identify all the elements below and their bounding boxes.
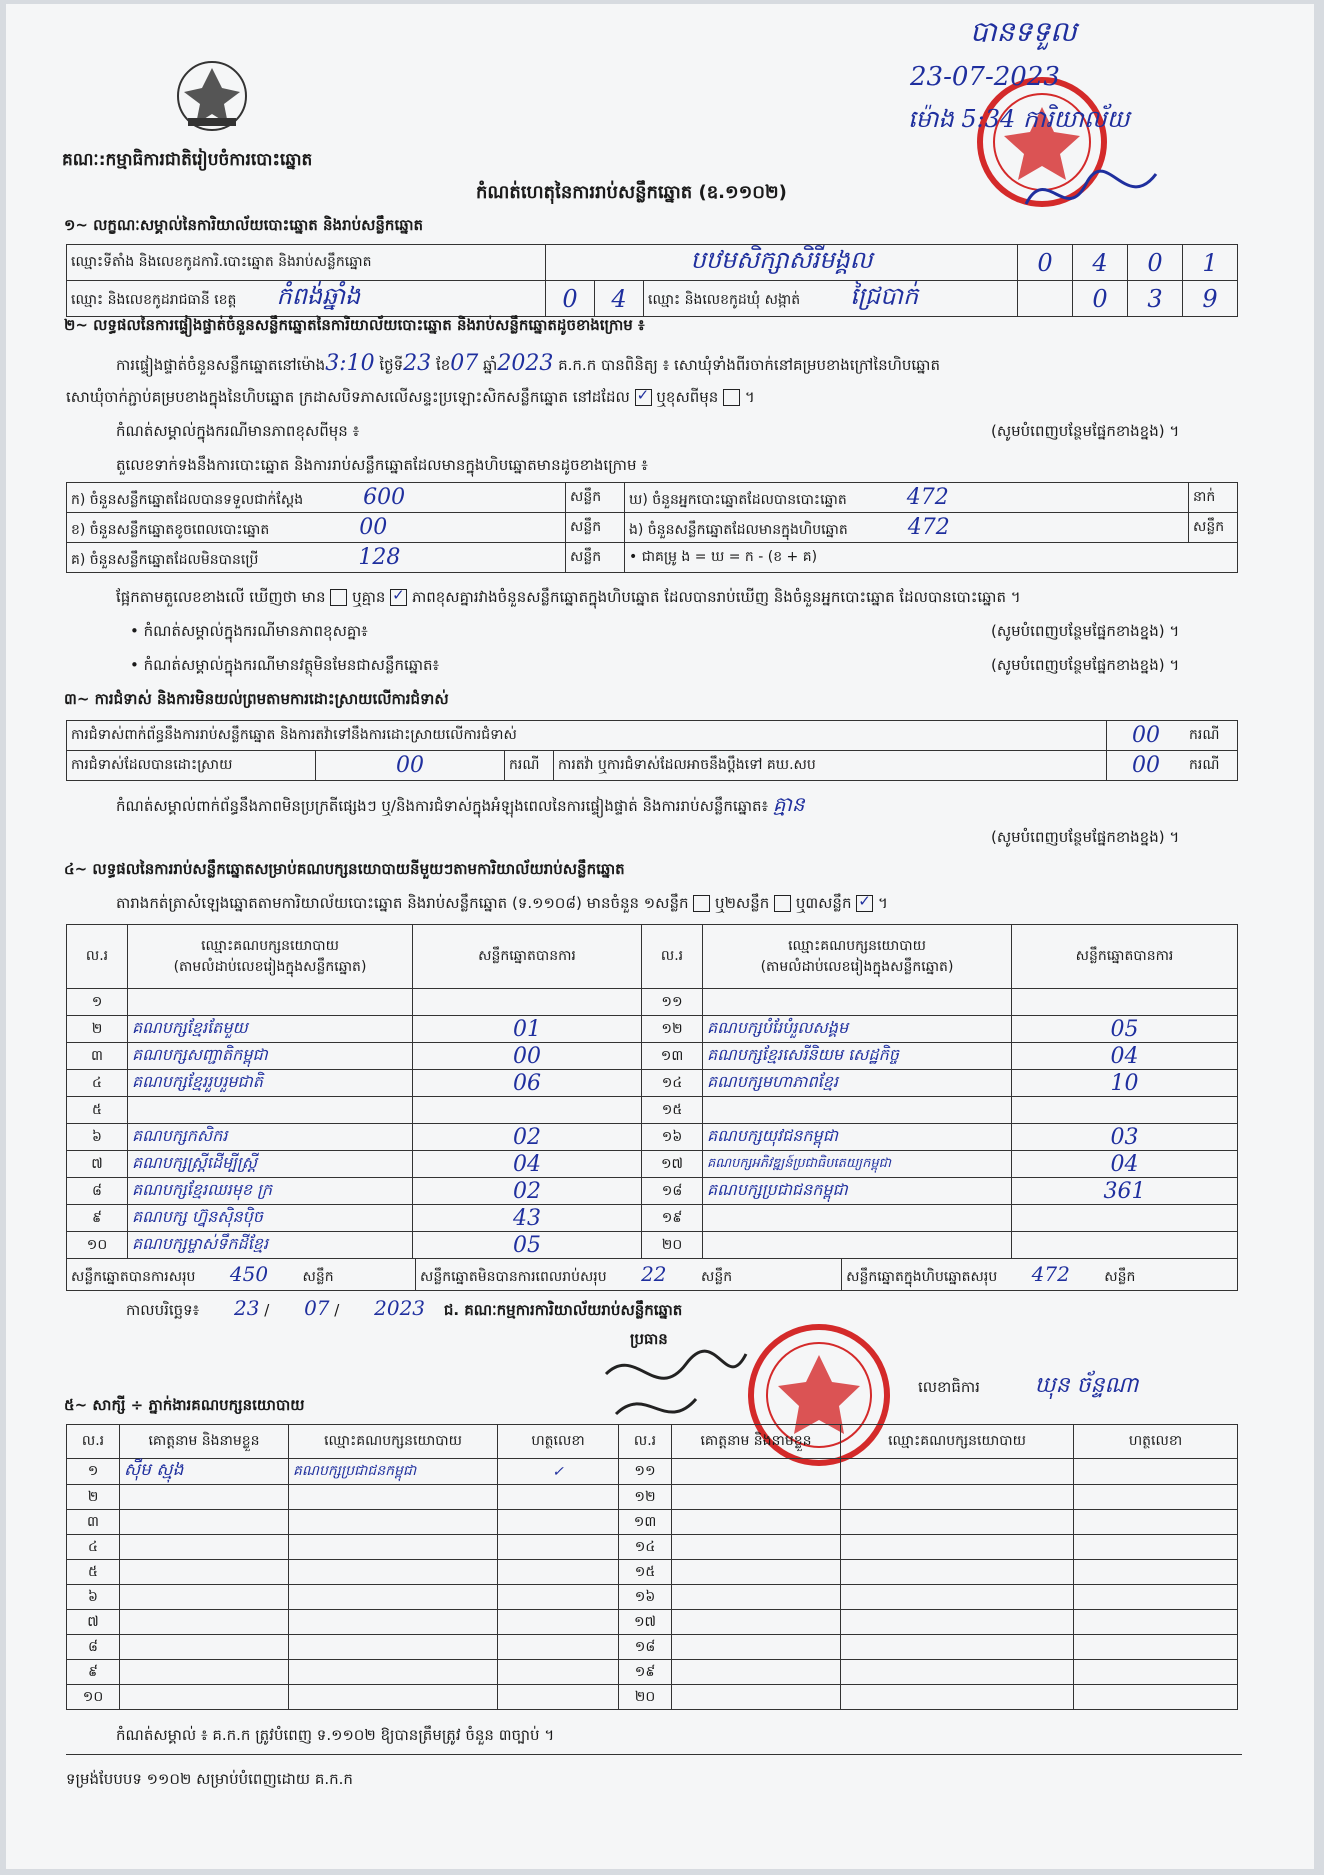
objections-table <box>66 720 1238 781</box>
difference-text: ភាពខុសគ្នារវាងចំនួនសន្លឹកឆ្នោតក្នុងហិបឆ្នោត ដែលបានរាប់ឃើញ និងចំនួនអ្នកបោះឆ្នោត ដែលបានបោះឆ្នោត ។ <box>411 588 1021 606</box>
party-votes: 00 <box>413 1043 642 1070</box>
tally-sheet-intro: តារាងកត់ត្រាសំឡេងឆ្នោតតាមការិយាល័យបោះឆ្នោត និងរាប់សន្លឹកឆ្នោត (ទ.១១០៨) មានចំនួន ១សន្លឹក <box>116 894 689 912</box>
irregularity-hint: (សូមបំពេញបន្ថែមផ្នែកខាងខ្នង) ។ <box>991 828 1180 846</box>
secretary-name: ឃុន ច័ន្ទណា <box>1034 1373 1139 1398</box>
sheet-3-label: ឬ៣សន្លឹក <box>795 894 852 912</box>
row-no: ១៤ <box>619 1535 672 1560</box>
station-info-table <box>66 244 1238 317</box>
party-votes <box>1012 1232 1238 1259</box>
row-no: ៥ <box>67 1560 120 1585</box>
party-votes: 03 <box>1012 1124 1238 1151</box>
party-name <box>128 989 413 1016</box>
party-name: គណបក្សខ្មែរតែមួយ <box>128 1016 413 1043</box>
results-col-party-sub-left: (តាមលំដាប់លេខរៀងក្នុងសន្លឹកឆ្នោត) <box>173 958 367 975</box>
footnote: កំណត់សម្គាល់ ៖ គ.ក.ក ត្រូវបំពេញ ទ.១១០២ ឱ្យបានត្រឹមត្រូវ ចំនួន ៣ច្បាប់ ។ <box>116 1726 555 1744</box>
party-votes <box>1012 989 1238 1016</box>
party-votes: 01 <box>413 1016 642 1043</box>
table-row <box>67 1097 1238 1124</box>
row-no: ៧ <box>67 1151 128 1178</box>
same-checkbox[interactable] <box>635 389 652 406</box>
row-no: ១៩ <box>642 1205 703 1232</box>
figure-c-label: គ) ចំនួនសន្លឹកឆ្នោតដែលមិនបានប្រើ <box>71 551 259 568</box>
table-row <box>67 1205 1238 1232</box>
signing-date-label: កាលបរិច្ឆេទ៖ <box>126 1301 200 1319</box>
sheet-3-checkbox[interactable] <box>856 895 873 912</box>
commune-label: ឈ្មោះ និងលេខកូដឃុំ សង្កាត់ <box>648 292 801 308</box>
party-name <box>128 1097 413 1124</box>
table-row <box>67 1635 1238 1660</box>
table-row <box>67 1585 1238 1610</box>
signing-month: 07 <box>304 1296 330 1320</box>
signature-icon <box>1016 154 1166 234</box>
committee-name: គណៈ:កម្មាធិការជាតិរៀបចំការបោះឆ្នោត <box>62 150 313 170</box>
row-no: ១៥ <box>642 1097 703 1124</box>
party-votes: 02 <box>413 1178 642 1205</box>
sheet-1-checkbox[interactable] <box>693 895 710 912</box>
row-no: ២ <box>67 1485 120 1510</box>
row-no: ១៩ <box>619 1660 672 1685</box>
foreign-object-hint: (សូមបំពេញបន្ថែមផ្នែកខាងខ្នង) ។ <box>991 656 1180 674</box>
witness-signature: ✓ <box>498 1459 619 1485</box>
figure-a-value: 600 <box>363 484 406 510</box>
total-valid-value: 450 <box>229 1261 269 1286</box>
row-no: ៨ <box>67 1635 120 1660</box>
figure-d-unit: នាក់ <box>1189 483 1238 513</box>
stamp-received-date: 23-07-2023 <box>910 62 1060 92</box>
table-row <box>67 1610 1238 1635</box>
party-votes <box>1012 1097 1238 1124</box>
total-invalid-value: 22 <box>641 1261 667 1286</box>
seal-text: សោឃុំចាក់ភ្ជាប់គម្របខាងក្នុងនៃហិបឆ្នោត ក្រដាសបិទភាសលើសន្ទះប្រឡោះសិកសន្លឹកឆ្នោត នៅដដែល <box>66 388 630 406</box>
ballot-figures-table <box>66 482 1238 573</box>
difference-has-label: ផ្អែកតាមតួលេខខាងលើ ឃើញថា មាន <box>116 588 326 606</box>
objection-appeal-label: ការតវ៉ា ឬការជំទាស់ដែលអាចនឹងប្តឹងទៅ គឃ.សប <box>554 751 1107 781</box>
objection-resolved-label: ការជំទាស់ដែលបានដោះស្រាយ <box>67 751 316 781</box>
table-row <box>67 1016 1238 1043</box>
row-no: ៨ <box>67 1178 128 1205</box>
witness-col-name-left: គោត្តនាម និងនាមខ្លួន <box>120 1425 289 1459</box>
irregularity-label: កំណត់សម្គាល់ពាក់ព័ន្ធនឹងភាពមិនប្រក្រតីផ្សេងៗ ឬ/និងការជំទាស់ក្នុងអំឡុងពេលនៃការផ្ទៀងផ្ទាត់ និងការរាប់សន្លឹកឆ្នោត៖ <box>116 797 769 815</box>
total-box-label: សន្លឹកឆ្នោតក្នុងហិបឆ្នោតសរុប <box>846 1268 998 1285</box>
row-no: ១៤ <box>642 1070 703 1097</box>
party-name: គណបក្សខ្មែរឈរមុខ ក្រ <box>128 1178 413 1205</box>
figure-e-value: 472 <box>907 514 950 540</box>
secretary-label: លេខាធិការ <box>918 1378 980 1396</box>
section2-heading: ២~ លទ្ធផលនៃការផ្ទៀងផ្ទាត់ចំនួនសន្លឹកឆ្នោតនៃការិយាល័យបោះឆ្នោត និងរាប់សន្លឹកឆ្នោតដូចខាងក្រោម ៖ <box>64 316 645 334</box>
witness-name: ស៊ឹម ស្មុង <box>120 1459 289 1485</box>
party-votes: 04 <box>413 1151 642 1178</box>
row-no: ១២ <box>619 1485 672 1510</box>
witness-col-party-left: ឈ្មោះគណបក្សនយោបាយ <box>289 1425 498 1459</box>
total-valid-label: សន្លឹកឆ្នោតបានការសរុប <box>71 1268 196 1285</box>
verification-month: 07 <box>450 351 479 376</box>
party-name: គណបក្សខ្មែររួបរួមជាតិ <box>128 1070 413 1097</box>
party-votes: 10 <box>1012 1070 1238 1097</box>
objection-appeal-value: 00 <box>1107 751 1186 781</box>
commune-code-1: 0 <box>1073 281 1128 317</box>
footer-divider <box>66 1754 1242 1755</box>
sheet-2-label: ឬ២សន្លឹក <box>715 894 770 912</box>
table-row <box>67 1232 1238 1259</box>
party-name: គណបក្សយុវជនកម្ពុជា <box>703 1124 1012 1151</box>
note-label: កំណត់សម្គាល់ក្នុងករណីមានភាពខុសពីមុន ៖ <box>116 422 360 440</box>
verification-year-label: ឆ្នាំ <box>483 356 498 374</box>
verification-line <box>116 350 940 378</box>
total-invalid-label: សន្លឹកឆ្នោតមិនបានការពេលរាប់សរុប <box>420 1268 607 1285</box>
party-name: គណបក្សប្រជាជនកម្ពុជា <box>703 1178 1012 1205</box>
seal-line: សោឃុំចាក់ភ្ជាប់គម្របខាងក្នុងនៃហិបឆ្នោត ក្រដាសបិទភាសលើសន្ទះប្រឡោះសិកសន្លឹកឆ្នោត នៅដដែល ✓ ឬខុសពីមុន ។ <box>66 388 755 407</box>
table-row <box>67 989 1238 1016</box>
row-no: ៥ <box>67 1097 128 1124</box>
party-votes: 05 <box>413 1232 642 1259</box>
party-name: គណបក្សមហាភាពខ្មែរ <box>703 1070 1012 1097</box>
party-votes <box>413 989 642 1016</box>
party-votes: 04 <box>1012 1043 1238 1070</box>
province-label: ឈ្មោះ និងលេខកូដរាជធានី ខេត្ត <box>71 292 237 308</box>
verification-day: 23 <box>403 351 432 376</box>
row-no: ១៥ <box>619 1560 672 1585</box>
row-no: ១៣ <box>619 1510 672 1535</box>
row-no: ១៦ <box>642 1124 703 1151</box>
row-no: ៦ <box>67 1124 128 1151</box>
objection-resolved-unit: ករណី <box>505 751 554 781</box>
station-code-1: 0 <box>1018 245 1073 281</box>
commune-code-2: 3 <box>1128 281 1183 317</box>
table-row <box>67 1178 1238 1205</box>
row-no: ១៧ <box>619 1610 672 1635</box>
difference-none-label: ឬគ្មាន <box>352 588 386 606</box>
table-row <box>67 1459 1238 1485</box>
party-votes: 06 <box>413 1070 642 1097</box>
signing-day: 23 <box>234 1296 260 1320</box>
sheet-2-checkbox[interactable] <box>774 895 791 912</box>
table-row <box>67 1510 1238 1535</box>
party-name <box>703 989 1012 1016</box>
row-no: ១០ <box>67 1232 128 1259</box>
row-no: ១៦ <box>619 1585 672 1610</box>
nec-logo-icon <box>174 58 250 134</box>
row-no: ១០ <box>67 1685 120 1710</box>
table-row <box>67 1124 1238 1151</box>
row-no: ៦ <box>67 1585 120 1610</box>
row-no: ៩ <box>67 1660 120 1685</box>
party-name: គណបក្សសញ្ជាតិកម្ពុជា <box>128 1043 413 1070</box>
party-name: គណបក្សស្ត្រីដើម្បីស្ត្រី <box>128 1151 413 1178</box>
different-checkbox[interactable] <box>723 389 740 406</box>
row-no: ១ <box>67 1459 120 1485</box>
stamp-received-time: ម៉ោង 5:34 ការិយាល័យ <box>908 105 1130 133</box>
party-name: គណបក្សបំរែបំរួលសង្គម <box>703 1016 1012 1043</box>
province-name: កំពង់ឆ្នាំង <box>276 282 361 310</box>
row-no: ៩ <box>67 1205 128 1232</box>
witness-col-sign-right: ហត្ថលេខា <box>1074 1425 1238 1459</box>
objection-row1-unit: ករណី <box>1185 721 1238 751</box>
party-name: គណបក្សខ្មែរសេរីនិយម សេដ្ឋកិច្ច <box>703 1043 1012 1070</box>
party-name: គណបក្សម្ចាស់ទឹកដីខ្មែរ <box>128 1232 413 1259</box>
figure-a-label: ក) ចំនួនសន្លឹកឆ្នោតដែលបានទទួលជាក់ស្តែង <box>71 491 304 508</box>
total-invalid-unit: សន្លឹក <box>700 1268 733 1285</box>
different-label: ឬខុសពីមុន <box>656 388 719 406</box>
results-col-no-left: ល.រ <box>67 925 128 989</box>
difference-note-hint: (សូមបំពេញបន្ថែមផ្នែកខាងខ្នង) ។ <box>991 622 1180 640</box>
committee-sign-label: ជ. គណៈកម្មការការិយាល័យរាប់សន្លឹកឆ្នោត <box>443 1301 683 1319</box>
objection-row1-label: ការជំទាស់ពាក់ព័ន្ធនឹងការរាប់សន្លឹកឆ្នោត និងការតវ៉ាទៅនឹងការដោះស្រាយលើការជំទាស់ <box>67 721 1107 751</box>
figure-b-unit: សន្លឹក <box>566 513 625 543</box>
figure-e-label: ង) ចំនួនសន្លឹកឆ្នោតដែលមានក្នុងហិបឆ្នោត <box>629 521 848 538</box>
chair-label: ប្រធាន <box>630 1330 668 1348</box>
results-table <box>66 924 1238 1259</box>
figure-c-value: 128 <box>358 544 401 570</box>
party-name: គណបក្ស ហ្វ៊ុនស៊ិនប៉ិច <box>128 1205 413 1232</box>
row-no: ៣ <box>67 1043 128 1070</box>
results-col-party-left: ឈ្មោះគណបក្សនយោបាយ <box>201 937 339 954</box>
row-no: ១៨ <box>619 1635 672 1660</box>
table-row <box>67 1151 1238 1178</box>
station-code-3: 0 <box>1128 245 1183 281</box>
table-row <box>67 1685 1238 1710</box>
stamp-received-label: បានទទួល <box>970 15 1077 48</box>
objection-appeal-unit: ករណី <box>1185 751 1238 781</box>
station-label: ឈ្មោះទីតាំង និងលេខកូដការិ.បោះឆ្នោត និងរាប់សន្លឹកឆ្នោត <box>67 245 546 281</box>
party-votes <box>1012 1205 1238 1232</box>
verification-time: 3:10 <box>325 351 375 376</box>
party-votes <box>413 1097 642 1124</box>
party-name <box>703 1232 1012 1259</box>
witness-table <box>66 1424 1238 1710</box>
totals-table <box>66 1258 1238 1291</box>
results-col-votes-left: សន្លឹកឆ្នោតបានការ <box>413 925 642 989</box>
section5-heading: ៥~ សាក្សី ÷ ភ្នាក់ងារគណបក្សនយោបាយ <box>64 1396 305 1414</box>
row-no: ៤ <box>67 1070 128 1097</box>
row-no: ១១ <box>619 1459 672 1485</box>
row-no: ១៨ <box>642 1178 703 1205</box>
station-code-2: 4 <box>1073 245 1128 281</box>
table-row <box>67 1535 1238 1560</box>
note-hint: (សូមបំពេញបន្ថែមផ្នែកខាងខ្នង) ។ <box>991 422 1180 440</box>
party-name: គណបក្សអភិវឌ្ឍន៍ប្រជាធិបតេយ្យកម្ពុជា <box>703 1151 1012 1178</box>
figure-d-value: 472 <box>906 484 949 510</box>
verification-time-label: ការផ្ទៀងផ្ទាត់ចំនួនសន្លឹកឆ្នោតនៅម៉ោង <box>116 356 326 374</box>
party-votes: 04 <box>1012 1151 1238 1178</box>
results-col-party-right: ឈ្មោះគណបក្សនយោបាយ <box>788 937 926 954</box>
figure-c-unit: សន្លឹក <box>566 543 625 573</box>
row-no: ១ <box>67 989 128 1016</box>
commune-name: ជ្រៃបាក់ <box>850 282 919 310</box>
table-row <box>67 1660 1238 1685</box>
verification-day-label: ថ្ងៃទី <box>379 356 404 374</box>
row-no: ៧ <box>67 1610 120 1635</box>
row-no: ៤ <box>67 1535 120 1560</box>
section3-heading: ៣~ ការជំទាស់ និងការមិនយល់ព្រមតាមការដោះស្រាយលើការជំទាស់ <box>64 690 449 708</box>
irregularity-note <box>116 792 805 817</box>
results-col-no-right: ល.រ <box>642 925 703 989</box>
witness-col-sign-left: ហត្ថលេខា <box>498 1425 619 1459</box>
party-name <box>703 1205 1012 1232</box>
table-row <box>67 1485 1238 1510</box>
verification-text: គ.ក.ក បានពិនិត្យ ៖ សោឃុំទាំងពីរចាក់នៅគម្របខាងក្រៅនៃហិបឆ្នោត <box>558 356 940 374</box>
signing-year: 2023 <box>374 1296 426 1320</box>
total-valid-unit: សន្លឹក <box>302 1268 334 1285</box>
figures-intro: តួលេខទាក់ទងនឹងការបោះឆ្នោត និងការរាប់សន្លឹកឆ្នោតដែលមានក្នុងហិបឆ្នោតមានដូចខាងក្រោម ៖ <box>116 456 648 474</box>
party-name: គណបក្សកសិករ <box>128 1124 413 1151</box>
witness-col-name-right: គោត្តនាម និងនាមខ្លួន <box>672 1425 841 1459</box>
difference-line <box>116 588 1021 607</box>
total-box-value: 472 <box>1031 1261 1070 1286</box>
station-name: បឋមសិក្សាសិរីមង្គល <box>546 245 1018 281</box>
verification-year: 2023 <box>497 351 554 376</box>
party-name <box>703 1097 1012 1124</box>
foreign-object-note: • កំណត់សម្គាល់ក្នុងករណីមានវត្ថុមិនមែនជាសន្លឹកឆ្នោត៖ <box>130 656 440 674</box>
figure-d-label: ឃ) ចំនួនអ្នកបោះឆ្នោតដែលបានបោះឆ្នោត <box>629 491 847 508</box>
row-no: ១៧ <box>642 1151 703 1178</box>
table-row <box>67 1043 1238 1070</box>
row-no: ១៣ <box>642 1043 703 1070</box>
section1-heading: ១~ លក្ខណៈសម្គាល់នៃការិយាល័យបោះឆ្នោត និងរាប់សន្លឹកឆ្នោត <box>64 216 424 234</box>
party-votes: 05 <box>1012 1016 1238 1043</box>
table-row <box>67 1070 1238 1097</box>
witness-party: គណបក្សប្រជាជនកម្ពុជា <box>289 1459 498 1485</box>
table-row <box>67 1560 1238 1585</box>
signing-date-line: កាលបរិច្ឆេទ៖ 23 / 07 / 2023 ជ. គណៈកម្មការការិយាល័យរាប់សន្លឹកឆ្នោត <box>126 1296 683 1320</box>
figure-b-label: ខ) ចំនួនសន្លឹកឆ្នោតខូចពេលបោះឆ្នោត <box>71 521 270 538</box>
row-no: ២០ <box>619 1685 672 1710</box>
document-page <box>6 4 1314 1869</box>
province-code-2: 4 <box>595 281 644 317</box>
figure-b-value: 00 <box>359 514 388 540</box>
witness-col-no-left: ល.រ <box>67 1425 120 1459</box>
figure-e-unit: សន្លឹក <box>1189 513 1238 543</box>
party-votes: 361 <box>1012 1178 1238 1205</box>
section4-heading: ៤~ លទ្ធផលនៃការរាប់សន្លឹកឆ្នោតសម្រាប់គណបក្សនយោបាយនីមួយៗតាមការិយាល័យរាប់សន្លឹកឆ្នោត <box>64 860 625 878</box>
row-no: ១១ <box>642 989 703 1016</box>
party-votes: 43 <box>413 1205 642 1232</box>
row-no: ៣ <box>67 1510 120 1535</box>
commune-code-3: 9 <box>1183 281 1238 317</box>
party-votes: 02 <box>413 1124 642 1151</box>
document-title: កំណត់ហេតុនៃការរាប់សន្លឹកឆ្នោត (ឧ.១១០២) <box>476 182 787 203</box>
witness-col-party-right: ឈ្មោះគណបក្សនយោបាយ <box>841 1425 1074 1459</box>
row-no: ១២ <box>642 1016 703 1043</box>
station-code-4: 1 <box>1183 245 1238 281</box>
total-box-unit: សន្លឹក <box>1104 1268 1136 1285</box>
results-col-votes-right: សន្លឹកឆ្នោតបានការ <box>1012 925 1238 989</box>
irregularity-value: គ្មាន <box>772 792 805 816</box>
tally-sheet-line: តារាងកត់ត្រាសំឡេងឆ្នោតតាមការិយាល័យបោះឆ្នោត និងរាប់សន្លឹកឆ្នោត (ទ.១១០៨) មានចំនួន ១សន្លឹក ឬ២សន្លឹក ឬ៣សន្លឹក ✓ ។ <box>116 894 888 913</box>
objection-row1-value: 00 <box>1107 721 1186 751</box>
secretary-line <box>918 1372 1138 1400</box>
witness-col-no-right: ល.រ <box>619 1425 672 1459</box>
figure-a-unit: សន្លឹក <box>566 483 625 513</box>
province-code-1: 0 <box>546 281 595 317</box>
row-no: ២០ <box>642 1232 703 1259</box>
formula: • ជាគម្រូ ង = ឃ = ក - (ខ + គ) <box>625 543 1238 573</box>
verification-month-label: ខែ <box>435 356 451 374</box>
row-no: ២ <box>67 1016 128 1043</box>
difference-none-checkbox[interactable] <box>390 589 407 606</box>
objection-resolved-value: 00 <box>316 751 505 781</box>
form-footer: ទម្រង់បែបបទ ១១០២ សម្រាប់បំពេញដោយ គ.ក.ក <box>66 1770 353 1788</box>
difference-note: • កំណត់សម្គាល់ក្នុងករណីមានភាពខុសគ្នា៖ <box>130 622 368 640</box>
chair-signature-icon <box>596 1344 756 1434</box>
difference-has-checkbox[interactable] <box>330 589 347 606</box>
results-col-party-sub-right: (តាមលំដាប់លេខរៀងក្នុងសន្លឹកឆ្នោត) <box>760 958 954 975</box>
